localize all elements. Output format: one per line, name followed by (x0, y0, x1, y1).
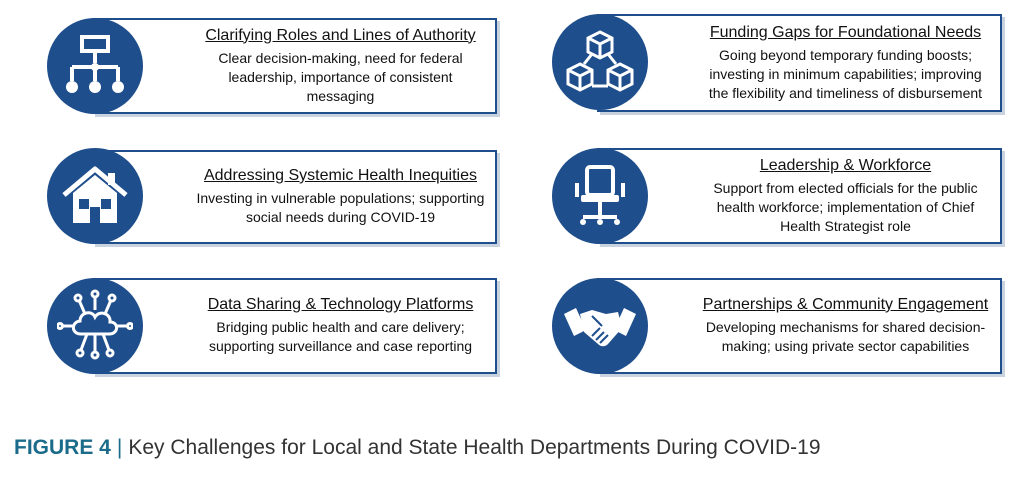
card-description: Clear decision-making, need for federal leadership, importance of consistent messaging (218, 49, 463, 104)
card-box (92, 278, 497, 374)
card-text (699, 150, 992, 242)
card-box (597, 148, 1002, 244)
card-title: Data Sharing & Technology Platforms (207, 296, 474, 313)
caption-separator: | (116, 436, 123, 459)
card-roles-authority (47, 16, 497, 116)
caption-text: Key Challenges for Local and State Health Departments During COVID-19 (128, 436, 821, 459)
card-data-sharing (47, 276, 497, 376)
card-funding-gaps (552, 14, 1004, 116)
card-box (597, 278, 1002, 374)
card-title: Clarifying Roles and Lines of Authority (205, 26, 476, 44)
card-description: Support from elected officials for the public health workforce; implementation of Chief Health Strategist role (713, 179, 978, 234)
handshake-icon (552, 278, 648, 374)
card-text (194, 152, 487, 242)
card-description: Developing mechanisms for shared decision-making; using private sector capabilities (705, 319, 986, 354)
card-description: Investing in vulnerable populations; supporting social needs during COVID-19 (196, 190, 485, 225)
card-title: Addressing Systemic Health Inequities (203, 167, 478, 184)
card-box (92, 150, 497, 244)
card-title: Leadership & Workforce (759, 156, 932, 174)
cloud-network-icon (47, 278, 143, 374)
card-title: Partnerships & Community Engagement (702, 296, 989, 313)
card-leadership-workforce (552, 146, 1004, 246)
card-title: Funding Gaps for Foundational Needs (709, 23, 982, 41)
card-text (699, 16, 992, 110)
card-text (194, 20, 487, 112)
card-partnerships (552, 276, 1004, 376)
card-box (92, 18, 497, 114)
office-chair-icon (552, 148, 648, 244)
card-text (194, 280, 487, 372)
org-chart-icon (47, 18, 143, 114)
figure-caption (14, 436, 821, 460)
card-description: Going beyond temporary funding boosts; investing in minimum capabilities; improving the flexibility and timeliness of disbursement (708, 46, 983, 101)
card-health-inequities (47, 148, 497, 248)
cubes-network-icon (552, 14, 648, 110)
card-box (597, 14, 1002, 112)
house-icon (47, 148, 143, 244)
card-text (699, 280, 992, 372)
figure-label: FIGURE 4 (14, 436, 111, 459)
card-description: Bridging public health and care delivery; supporting surveillance and case reporting (208, 319, 473, 354)
